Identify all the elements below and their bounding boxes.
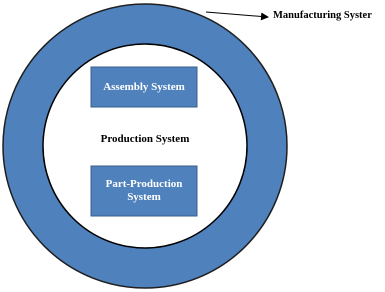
part-production-system-label: Part-Production System — [105, 178, 183, 203]
outer-label-arrow — [206, 12, 268, 17]
assembly-system-label: Assembly System — [103, 80, 185, 93]
manufacturing-system-label: Manufacturing Syster — [273, 10, 372, 21]
production-system-label: Production System — [100, 133, 190, 145]
